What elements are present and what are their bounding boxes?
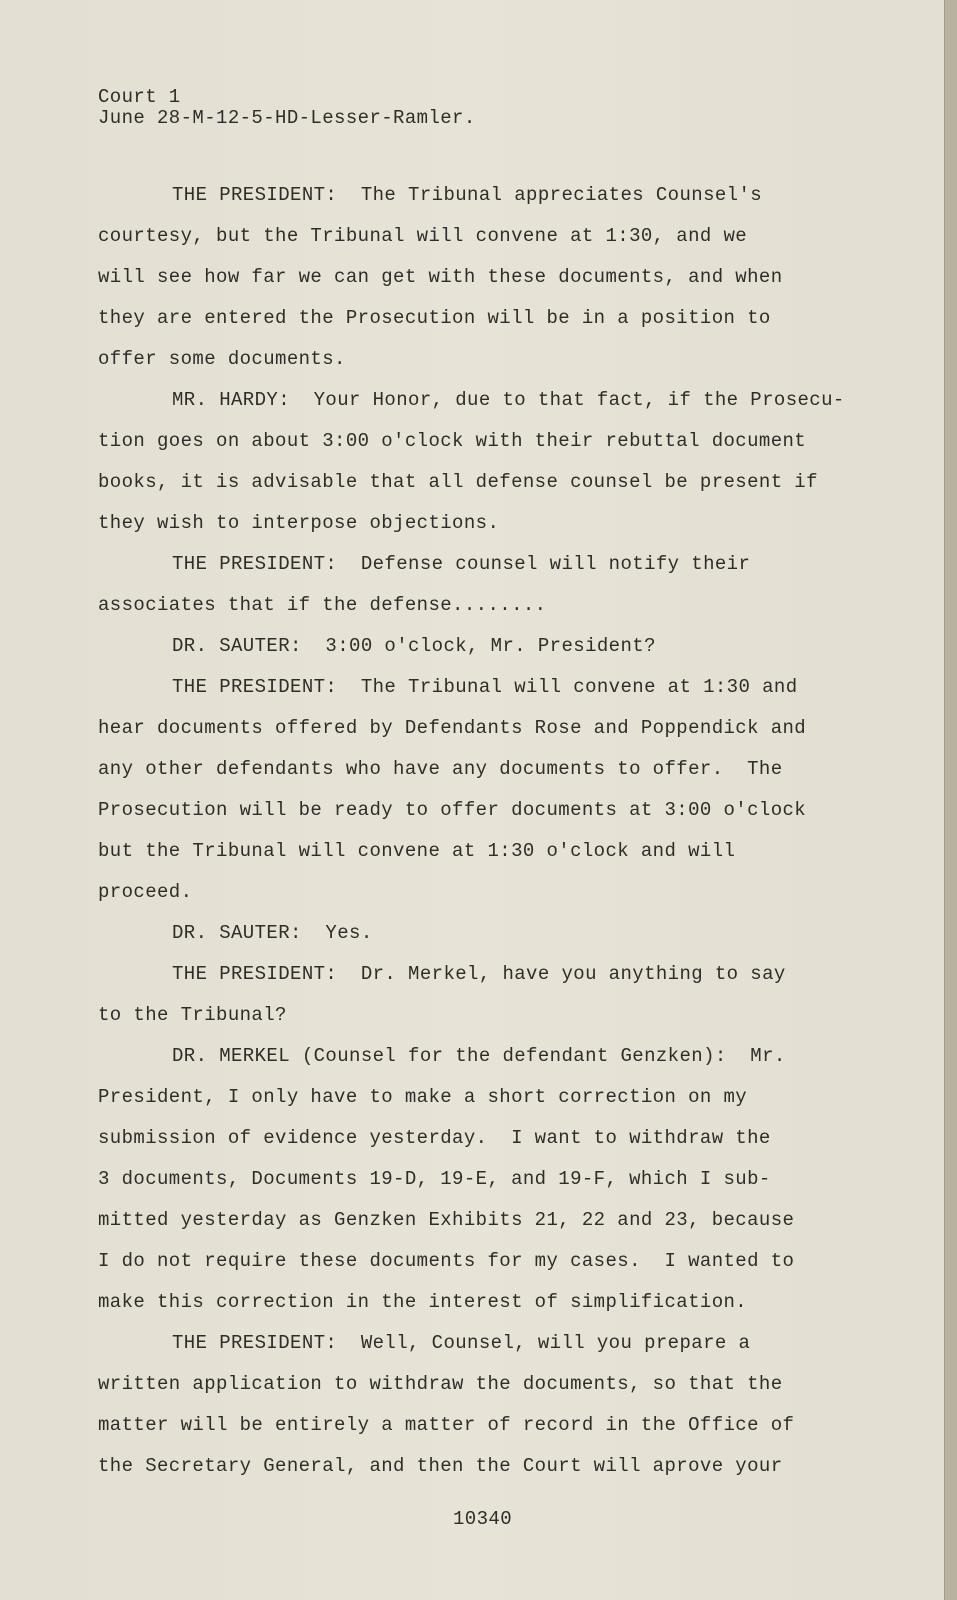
transcript-line: DR. SAUTER: Yes.	[172, 922, 373, 944]
transcript-line: I do not require these documents for my cases. I wanted to	[98, 1250, 795, 1272]
transcript-line: offer some documents.	[98, 348, 346, 370]
transcript-line: matter will be entirely a matter of record in the Office of	[98, 1414, 795, 1436]
transcript-line: to the Tribunal?	[98, 1004, 287, 1026]
transcript-line: Prosecution will be ready to offer documents at 3:00 o'clock	[98, 799, 807, 821]
transcript-line: but the Tribunal will convene at 1:30 o'clock and will	[98, 840, 736, 862]
transcript-line: tion goes on about 3:00 o'clock with their rebuttal document	[98, 430, 807, 452]
transcript-line: THE PRESIDENT: The Tribunal appreciates Counsel's	[172, 184, 763, 206]
transcript-line: courtesy, but the Tribunal will convene at 1:30, and we	[98, 225, 748, 247]
transcript-line: DR. SAUTER: 3:00 o'clock, Mr. President?	[172, 635, 656, 657]
transcript-line: mitted yesterday as Genzken Exhibits 21, 22 and 23, because	[98, 1209, 795, 1231]
transcript-line: they wish to interpose objections.	[98, 512, 500, 534]
page-number: 10340	[453, 1508, 513, 1530]
transcript-line: submission of evidence yesterday. I want to withdraw the	[98, 1127, 771, 1149]
transcript-line: any other defendants who have any documents to offer. The	[98, 758, 783, 780]
transcript-line: THE PRESIDENT: The Tribunal will convene at 1:30 and	[172, 676, 798, 698]
transcript-line: books, it is advisable that all defense counsel be present if	[98, 471, 818, 493]
transcript-line: the Secretary General, and then the Court will aprove your	[98, 1455, 783, 1477]
transcript-line: hear documents offered by Defendants Rose and Poppendick and	[98, 717, 807, 739]
transcript-line: THE PRESIDENT: Dr. Merkel, have you anything to say	[172, 963, 786, 985]
transcript-line: THE PRESIDENT: Well, Counsel, will you prepare a	[172, 1332, 751, 1354]
transcript-line: THE PRESIDENT: Defense counsel will notify their	[172, 553, 751, 575]
transcript-line: President, I only have to make a short correction on my	[98, 1086, 748, 1108]
transcript-line: will see how far we can get with these documents, and when	[98, 266, 783, 288]
page-edge	[944, 0, 957, 1600]
transcript-line: proceed.	[98, 881, 193, 903]
transcript-line: MR. HARDY: Your Honor, due to that fact, if the Prosecu-	[172, 389, 845, 411]
session-reference: June 28-M-12-5-HD-Lesser-Ramler.	[98, 107, 476, 129]
court-label: Court 1	[98, 86, 181, 108]
transcript-line: written application to withdraw the documents, so that the	[98, 1373, 783, 1395]
transcript-line: DR. MERKEL (Counsel for the defendant Genzken): Mr.	[172, 1045, 786, 1067]
transcript-line: make this correction in the interest of simplification.	[98, 1291, 748, 1313]
transcript-line: they are entered the Prosecution will be in a position to	[98, 307, 771, 329]
transcript-line: 3 documents, Documents 19-D, 19-E, and 19-F, which I sub-	[98, 1168, 771, 1190]
transcript-line: associates that if the defense........	[98, 594, 547, 616]
